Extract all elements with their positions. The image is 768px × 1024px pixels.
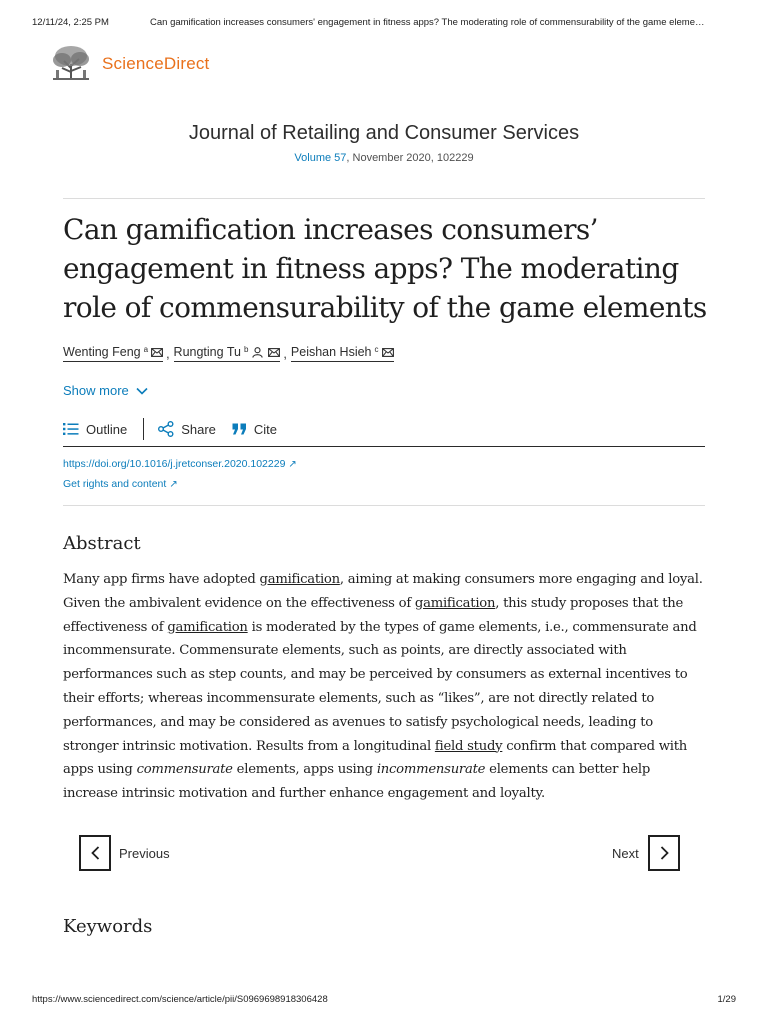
gamification-link[interactable]: gamification	[414, 595, 496, 611]
author-name: Wenting Feng	[63, 345, 141, 359]
sciencedirect-logo[interactable]	[50, 44, 209, 82]
outline-button[interactable]	[63, 422, 127, 437]
brand-name: ScienceDirect	[102, 54, 210, 73]
cite-label: Cite	[253, 421, 278, 437]
chevron-right-icon	[660, 846, 669, 860]
show-more-label: Show more	[63, 383, 129, 398]
envelope-icon	[268, 348, 280, 357]
person-icon	[252, 347, 263, 358]
volume-details: , November 2020, 102229	[346, 152, 474, 164]
page-number: 1/29	[717, 994, 736, 1005]
author-name: Peishan Hsieh	[290, 345, 372, 359]
envelope-icon	[151, 348, 163, 357]
next-button[interactable]	[648, 835, 680, 871]
cite-button[interactable]	[232, 422, 277, 437]
author-name: Rungting Tu	[173, 345, 241, 359]
doi-url: https://doi.org/10.1016/j.jretconser.2020.102229	[63, 458, 286, 470]
print-url: https://www.sciencedirect.com/science/article/pii/S0969698918306428	[32, 994, 328, 1005]
toolbar-underline	[63, 446, 705, 447]
previous-button[interactable]	[79, 835, 111, 871]
article-toolbar	[63, 417, 277, 441]
keywords-heading: Keywords	[63, 916, 153, 937]
outline-label: Outline	[86, 421, 128, 437]
journal-title[interactable]: Journal of Retailing and Consumer Services	[188, 122, 580, 144]
volume-link[interactable]: Volume 57	[294, 152, 347, 164]
author-link[interactable]	[174, 345, 281, 362]
author-separator: ,	[166, 346, 170, 361]
list-icon	[63, 422, 79, 436]
toolbar-divider	[143, 418, 144, 440]
external-link-icon: ↗	[169, 479, 178, 490]
show-more-button[interactable]	[63, 383, 148, 398]
external-link-icon: ↗	[288, 459, 297, 470]
elsevier-tree-icon	[50, 44, 92, 82]
gamification-link[interactable]: gamification	[259, 572, 340, 587]
print-datetime: 12/11/24, 2:25 PM	[32, 17, 109, 28]
author-link[interactable]	[63, 345, 163, 362]
next-label[interactable]: Next	[612, 846, 639, 861]
abstract-heading: Abstract	[63, 533, 141, 554]
doi-link[interactable]	[63, 458, 297, 470]
share-label: Share	[181, 421, 216, 437]
rights-link[interactable]	[63, 478, 178, 490]
share-icon	[158, 421, 174, 437]
quote-icon	[232, 423, 247, 435]
field-study-link[interactable]: field study	[434, 738, 503, 754]
abstract-text: Many app firms have adopted gamification, aiming at making consumers more engaging and loyal. Given the ambivalent evidence on the effectiveness of gamification, this study proposes that the effectiveness of gamification is moderated by the types of game elements, i.e., commensurate and incommensurate. Commensurate elements, such as points, are directly associated with performances such as step counts, and may be perceived by consumers as external incentives to their efforts; whereas incommensurate elements, such as “likes”, are not directly related to performances, and may be considered as avenues to satisfy psychological needs, leading to stronger intrinsic motivation. Results from a longitudinal field study confirm that compared with apps using commensurate elements, apps using incommensurate elements can better help increase intrinsic motivation and further enhance engagement and loyalty.	[63, 572, 703, 802]
print-page-title: Can gamification increases consumers' engagement in fitness apps? The moderating role of commensurability of the game eleme…	[150, 17, 705, 28]
rights-label: Get rights and content	[63, 478, 167, 490]
article-title: Can gamification increases consumers’ engagement in fitness apps? The moderating role of commensurability of the game elements	[63, 213, 707, 324]
envelope-icon	[382, 348, 394, 357]
chevron-left-icon	[91, 846, 100, 860]
print-header	[32, 17, 736, 28]
author-affiliation: c	[374, 344, 379, 354]
gamification-link[interactable]: gamification	[167, 619, 248, 635]
volume-info	[0, 152, 768, 164]
share-button[interactable]	[158, 421, 216, 437]
author-affiliation: a	[143, 344, 149, 354]
section-divider	[63, 505, 705, 506]
author-link[interactable]	[291, 345, 394, 362]
author-separator: ,	[283, 346, 287, 361]
author-affiliation: b	[243, 344, 249, 354]
print-footer	[32, 994, 736, 1005]
author-list	[63, 345, 394, 362]
chevron-down-icon	[136, 387, 148, 395]
header-divider	[63, 198, 705, 199]
previous-label[interactable]: Previous	[119, 846, 170, 861]
